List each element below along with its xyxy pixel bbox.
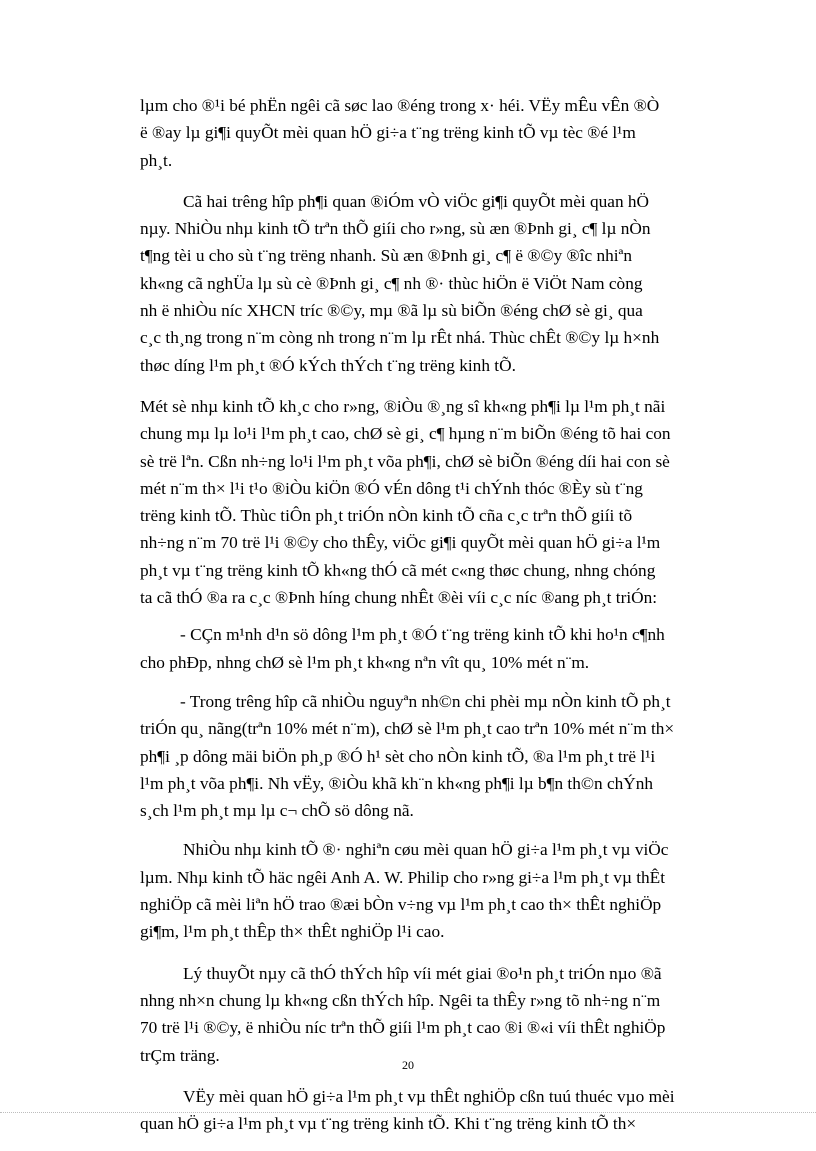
paragraph-2: Cã hai trêng hîp ph¶i quan ®iÓm vÒ viÖc gi¶i quyÕt mèi quan hÖ nµy. NhiÒu nhµ kinh tÕ trªn thÕ giíi cho r»ng, sù æn ®Þnh gi¸ c¶ lµ nÒn t¶ng tèi u cho sù t¨ng trëng nhanh. Sù æn ®Þnh gi¸ c¶ ë ®©y ®îc nhiªn kh«ng cã nghÜa lµ sù cè ®Þnh gi¸ c¶ nh ®· thùc hiÖn ë ViÖt Nam còng nh ë nhiÒu níc XHCN tríc ®©y, mµ ®ã lµ sù biÕn ®éng chØ sè gi¸ qua c¸c th¸ng trong n¨m còng nh trong n¨m lµ rÊt nhá. Thùc chÊt ®©y lµ h×nh thøc díng l¹m ph¸t ®Ó kÝch thÝch t¨ng trëng kinh tÕ. xyxy=(140,191,660,375)
page-number: 20 xyxy=(402,1058,414,1072)
paragraph-6: NhiÒu nhµ kinh tÕ ®· nghiªn cøu mèi quan hÖ gi÷a l¹m ph¸t vµ viÖc lµm. Nhµ kinh tÕ häc ngêi Anh A. W. Philip cho r»ng gi÷a l¹m ph¸t vµ thÊt nghiÖp cã mèi liªn hÖ trao ®æi bÒn v÷ng vµ l¹m ph¸t cao th× thÊt nghiÖp gi¶m, l¹m ph¸t thÊp th× thÊt nghiÖp l¹i cao. xyxy=(140,840,669,942)
paragraph-3: Mét sè nhµ kinh tÕ kh¸c cho r»ng, ®iÒu ®¸ng sî kh«ng ph¶i lµ l¹m ph¸t nãi chung mµ lµ lo¹i l¹m ph¸t cao, chØ sè gi¸ c¶ hµng n¨m biÕn ®éng tõ hai con sè trë lªn. Cßn nh÷ng lo¹i l¹m ph¸t võa ph¶i, chØ sè biÕn ®éng díi hai con sè mét n¨m th× l¹i t¹o ®iÒu kiÖn ®Ó vÉn dông t¹i chÝnh thóc ®Èy sù t¨ng trëng kinh tÕ. Thùc tiÔn ph¸t triÓn nÒn kinh tÕ cña c¸c trªn thÕ giíi tõ nh÷ng n¨m 70 trë l¹i ®©y cho thÊy, viÖc gi¶i quyÕt mèi quan hÖ gi÷a l¹m ph¸t vµ t¨ng trëng kinh tÕ kh«ng thÓ cã mét c«ng thøc chung, nhng chóng ta cã thÓ ®a ra c¸c ®Þnh híng chung nhÊt ®èi víi c¸c níc ®ang ph¸t triÓn: xyxy=(140,396,671,608)
page-bottom-divider xyxy=(0,1112,816,1113)
paragraph-7: Lý thuyÕt nµy cã thÓ thÝch hîp víi mét giai ®o¹n ph¸t triÓn nµo ®ã nhng nh×n chung lµ kh«ng cßn thÝch hîp. Ngêi ta thÊy r»ng tõ nh÷ng n¨m 70 trë l¹i ®©y, ë nhiÒu níc trªn thÕ giíi l¹m ph¸t cao ®i ®«i víi thÊt nghiÖp trÇm träng. xyxy=(140,963,666,1065)
paragraph-5: - Trong trêng hîp cã nhiÒu nguyªn nh©n chi phèi mµ nÒn kinh tÕ ph¸t triÓn qu¸ nãng(trªn 10% mét n¨m), chØ sè l¹m ph¸t cao trªn 10% mét n¨m th× ph¶i ¸p dông mäi biÖn ph¸p ®Ó h¹ sèt cho nÒn kinh tÕ, ®a l¹m ph¸t trë l¹i l¹m ph¸t võa ph¶i. Nh vËy, ®iÒu khã kh¨n kh«ng ph¶i lµ b¶n th©n chÝnh s¸ch l¹m ph¸t mµ lµ c¬ chÕ sö dông nã. xyxy=(140,691,675,821)
paragraph-8: VËy mèi quan hÖ gi÷a l¹m ph¸t vµ thÊt nghiÖp cßn tuú thuéc vµo mèi quan hÖ gi÷a l¹m ph¸t vµ t¨ng trëng kinh tÕ. Khi t¨ng trëng kinh tÕ th× xyxy=(140,1086,675,1134)
document-body xyxy=(140,92,742,1151)
paragraph-1: lµm cho ®¹i bé phËn ngêi cã søc lao ®éng trong x· héi. VËy mÊu vÊn ®Ò ë ®ay lµ gi¶i quyÕt mèi quan hÖ gi÷a t¨ng trëng kinh tÕ vµ tèc ®é l¹m ph¸t. xyxy=(140,96,660,170)
paragraph-4: - CÇn m¹nh d¹n sö dông l¹m ph¸t ®Ó t¨ng trëng kinh tÕ khi ho¹n c¶nh cho phÐp, nhng chØ sè l¹m ph¸t kh«ng nªn vît qu¸ 10% mét n¨m. xyxy=(140,625,665,672)
